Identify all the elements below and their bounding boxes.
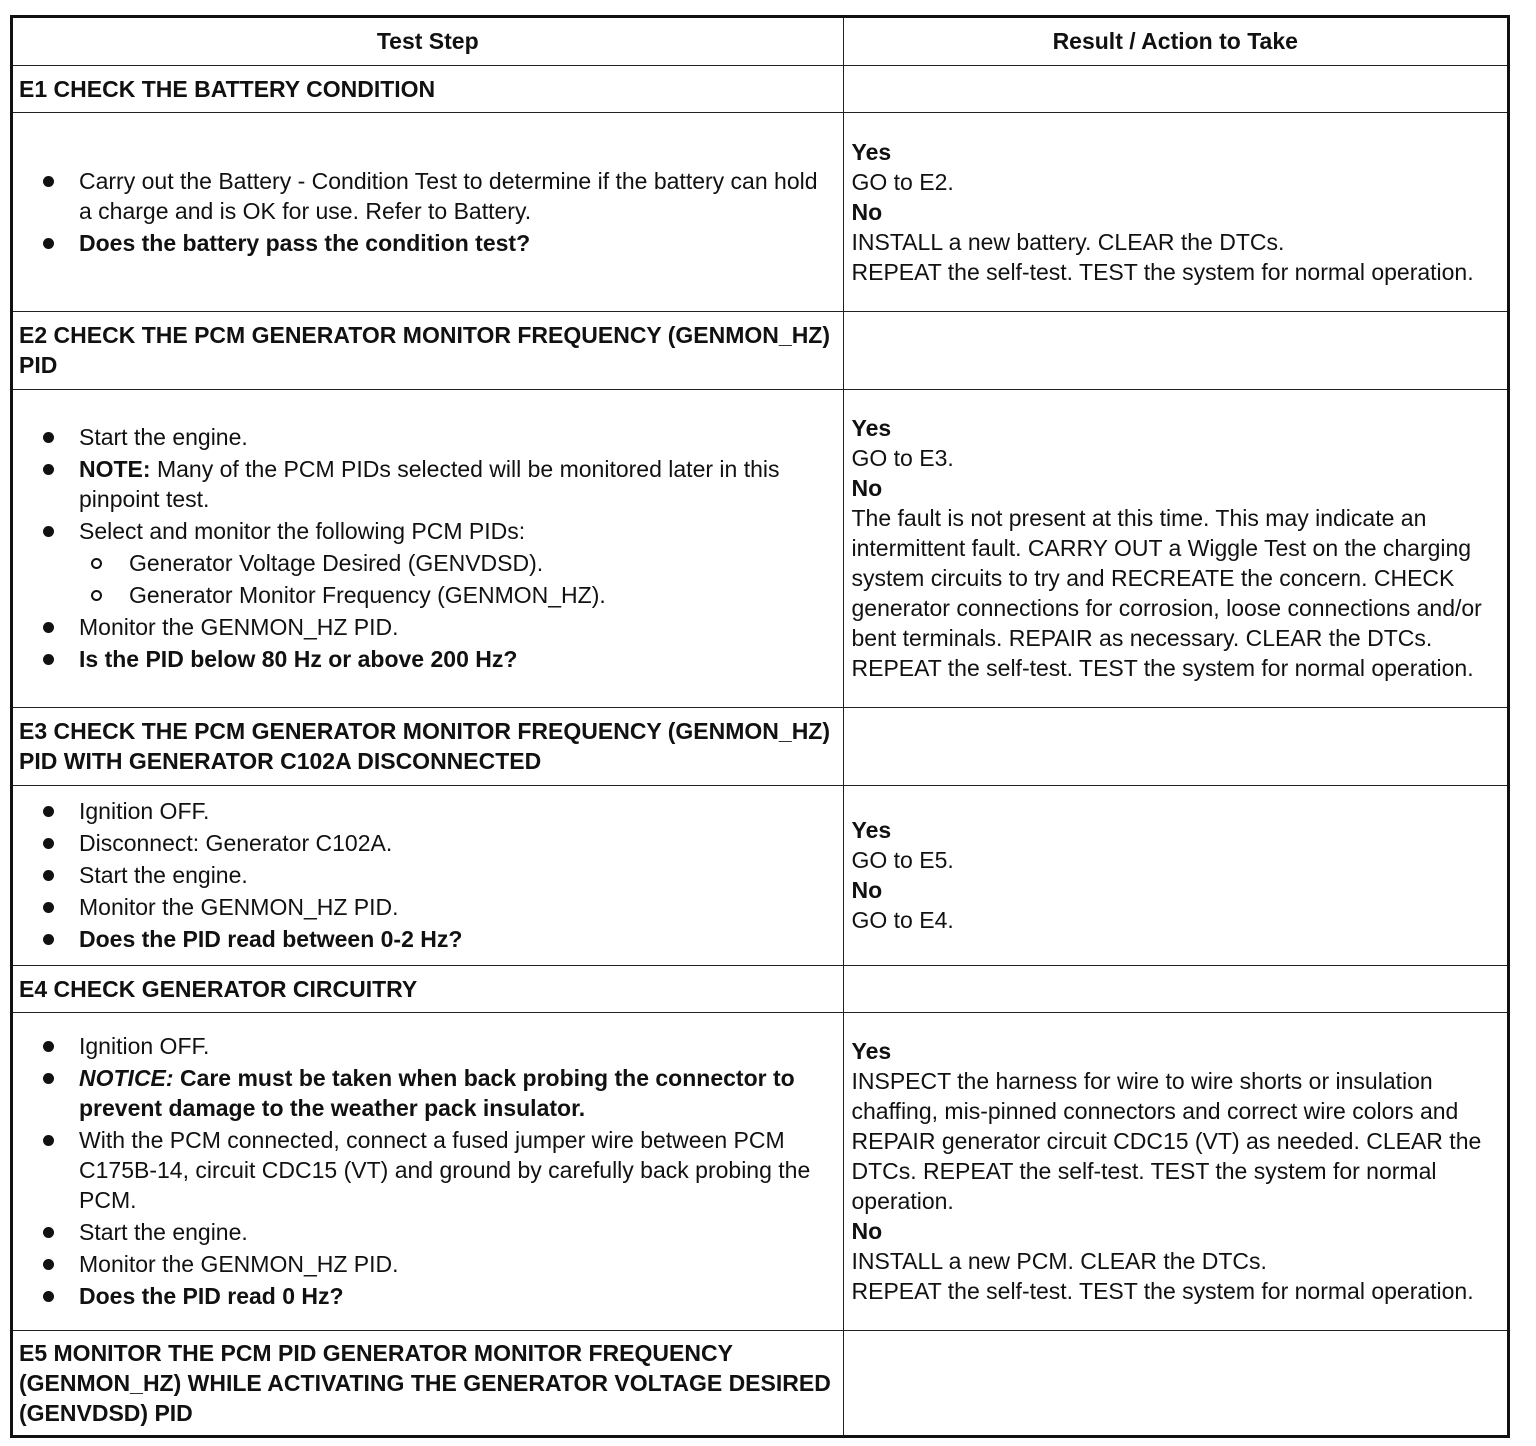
list-item: Does the battery pass the condition test? (39, 228, 835, 258)
sub-list-item: Generator Voltage Desired (GENVDSD). (89, 548, 835, 578)
no-label: No (851, 1218, 883, 1244)
list-item (39, 1063, 835, 1123)
no-action: GO to E4. (851, 907, 954, 933)
no-action: The fault is not present at this time. This may indicate an intermittent fault. CARRY OUT a Wiggle Test on the charging system circuits to try and RECREATE the concern. CHECK generator connections for corrosion, loose connections and/or bent terminals. REPAIR as necessary. CLEAR the DTCs. REPEAT the self-test. TEST the system for normal operation. (851, 505, 1482, 681)
empty-cell (843, 707, 1507, 785)
yes-action: GO to E3. (851, 445, 954, 471)
step-title-row-e3 (13, 707, 1507, 785)
notice-label: NOTICE: (79, 1065, 174, 1091)
no-action: INSTALL a new PCM. CLEAR the DTCs. REPEAT the self-test. TEST the system for normal operation. (851, 1248, 1474, 1304)
step-body-e2 (13, 389, 843, 707)
test-table (13, 18, 1507, 1435)
list-item: Carry out the Battery - Condition Test to determine if the battery can hold a charge and is OK for use. Refer to Battery. (39, 166, 835, 226)
empty-cell (843, 965, 1507, 1012)
yes-label: Yes (851, 138, 892, 165)
list-item: Disconnect: Generator C102A. (39, 828, 835, 858)
list-item: Ignition OFF. (39, 1031, 835, 1061)
list-item: Is the PID below 80 Hz or above 200 Hz? (39, 644, 835, 674)
list-item: Does the PID read 0 Hz? (39, 1281, 835, 1311)
list-item: Monitor the GENMON_HZ PID. (39, 612, 835, 642)
result-e1 (843, 112, 1507, 311)
yes-label: Yes (851, 817, 892, 843)
step-body-row-e1 (13, 112, 1507, 311)
step-title-e4: E4 CHECK GENERATOR CIRCUITRY (13, 965, 843, 1012)
no-label: No (851, 198, 883, 225)
list-item (39, 454, 835, 514)
list-item: Ignition OFF. (39, 796, 835, 826)
table-header-row (13, 18, 1507, 65)
step-title-e1: E1 CHECK THE BATTERY CONDITION (13, 65, 843, 112)
step-title-e5: E5 MONITOR THE PCM PID GENERATOR MONITOR FREQUENCY (GENMON_HZ) WHILE ACTIVATING THE GENERATOR VOLTAGE DESIRED (GENVDSD) PID (13, 1330, 843, 1435)
step-body-e4 (13, 1012, 843, 1330)
yes-action: GO to E5. (851, 847, 954, 873)
result-e4 (843, 1012, 1507, 1330)
no-label: No (851, 475, 883, 501)
yes-action: INSPECT the harness for wire to wire shorts or insulation chaffing, mis-pinned connectors and correct wire colors and REPAIR generator circuit CDC15 (VT) as needed. CLEAR the DTCs. REPEAT the self-test. TEST the system for normal operation. (851, 1068, 1482, 1214)
note-text: Many of the PCM PIDs selected will be monitored later in this pinpoint test. (79, 456, 780, 512)
empty-cell (843, 65, 1507, 112)
yes-label: Yes (851, 415, 892, 441)
note-label: NOTE: (79, 456, 151, 482)
no-action: INSTALL a new battery. CLEAR the DTCs. REPEAT the self-test. TEST the system for normal operation. (851, 228, 1474, 285)
list-item: Start the engine. (39, 860, 835, 890)
yes-action: GO to E2. (851, 168, 954, 195)
list-item: Monitor the GENMON_HZ PID. (39, 892, 835, 922)
result-e3 (843, 785, 1507, 965)
list-item: Monitor the GENMON_HZ PID. (39, 1249, 835, 1279)
empty-cell (843, 311, 1507, 389)
step-title-row-e2 (13, 311, 1507, 389)
step-body-row-e4 (13, 1012, 1507, 1330)
step-body-e3 (13, 785, 843, 965)
step-body-row-e2 (13, 389, 1507, 707)
header-result-action: Result / Action to Take (843, 18, 1507, 65)
list-item-text: Select and monitor the following PCM PIDs: (79, 518, 526, 544)
empty-cell (843, 1330, 1507, 1435)
pinpoint-test-table (10, 15, 1510, 1438)
header-test-step: Test Step (13, 18, 843, 65)
yes-label: Yes (851, 1038, 892, 1064)
step-title-e3: E3 CHECK THE PCM GENERATOR MONITOR FREQUENCY (GENMON_HZ) PID WITH GENERATOR C102A DISCONNECTED (13, 707, 843, 785)
list-item: Start the engine. (39, 1217, 835, 1247)
list-item (39, 516, 835, 610)
sub-list-item: Generator Monitor Frequency (GENMON_HZ). (89, 580, 835, 610)
no-label: No (851, 877, 883, 903)
step-title-row-e4 (13, 965, 1507, 1012)
step-title-e2: E2 CHECK THE PCM GENERATOR MONITOR FREQUENCY (GENMON_HZ) PID (13, 311, 843, 389)
step-title-row-e1 (13, 65, 1507, 112)
notice-text: Care must be taken when back probing the connector to prevent damage to the weather pack insulator. (79, 1065, 795, 1121)
list-item: Start the engine. (39, 422, 835, 452)
step-title-row-e5 (13, 1330, 1507, 1435)
list-item: Does the PID read between 0-2 Hz? (39, 924, 835, 954)
list-item: With the PCM connected, connect a fused jumper wire between PCM C175B-14, circuit CDC15 (VT) and ground by carefully back probing the PCM. (39, 1125, 835, 1215)
step-body-row-e3 (13, 785, 1507, 965)
result-e2 (843, 389, 1507, 707)
step-body-e1 (13, 112, 843, 311)
